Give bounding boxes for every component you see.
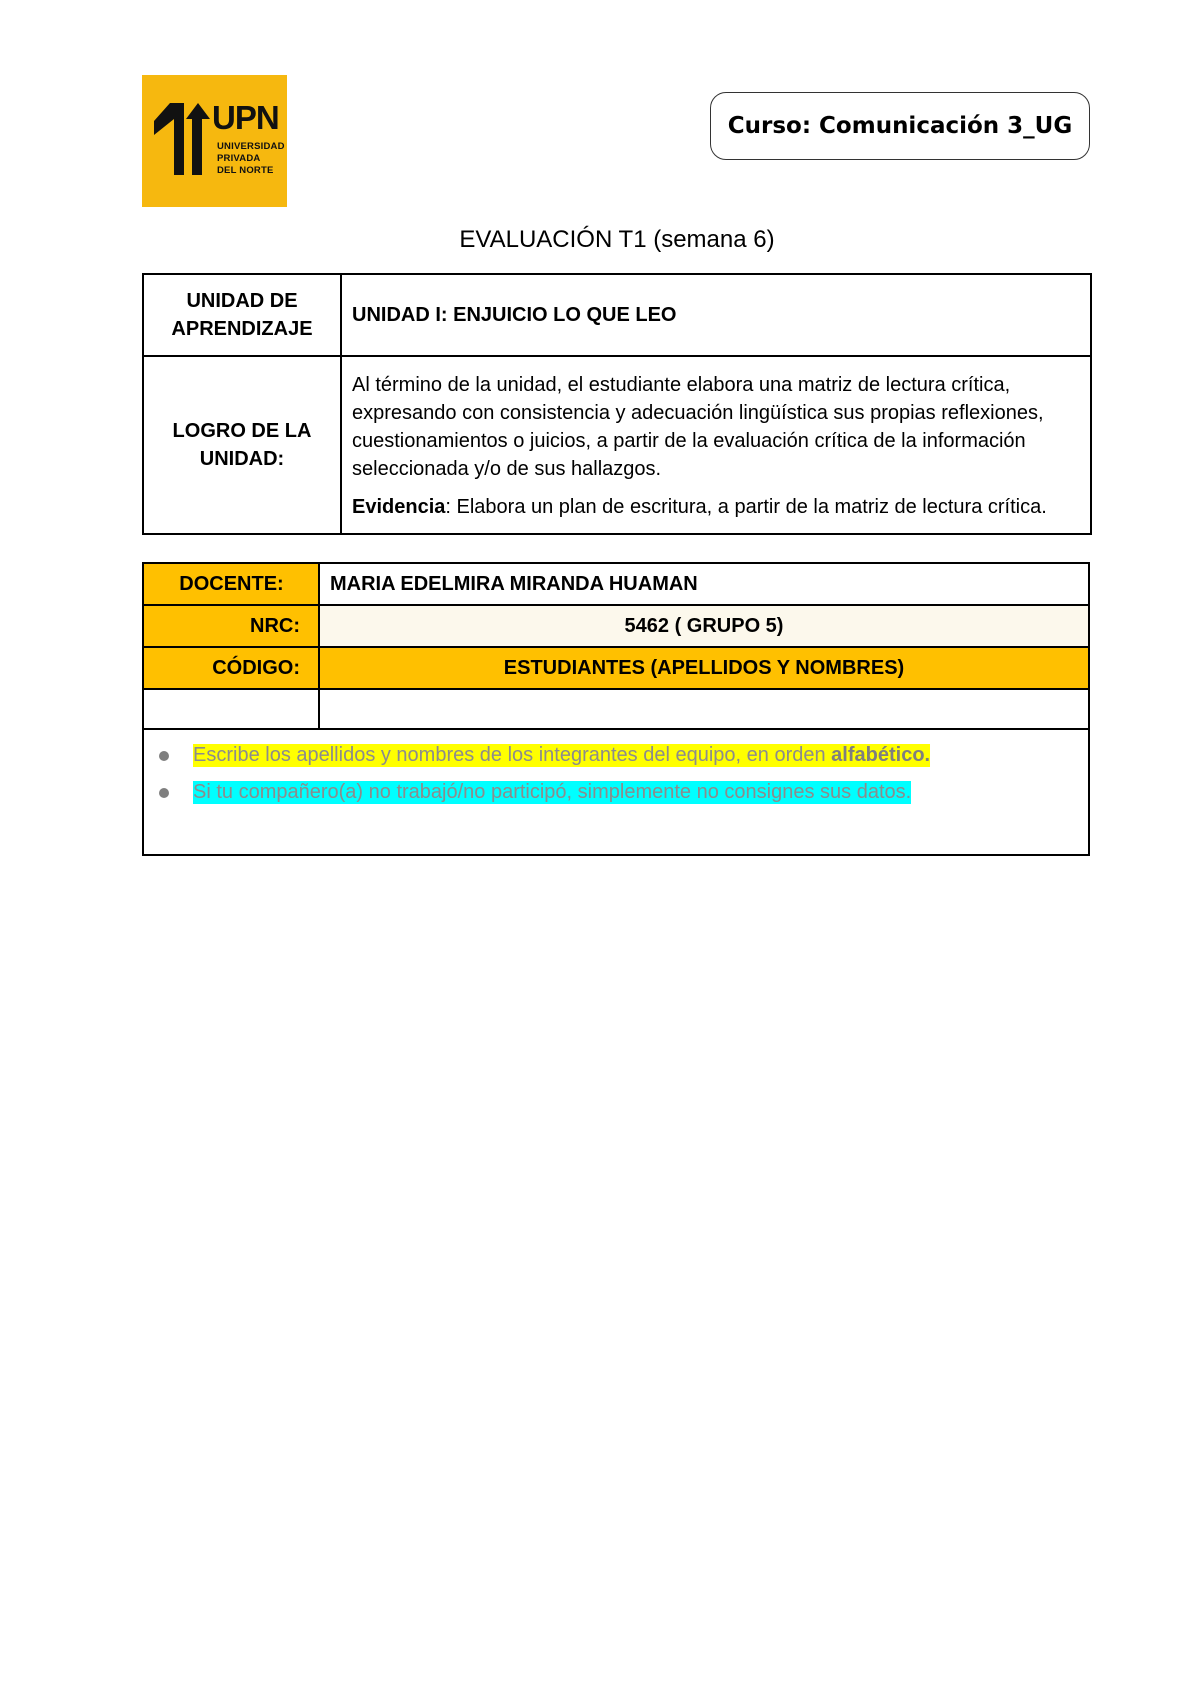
unidad-label-cell [143, 274, 341, 356]
notes-cell [143, 729, 1089, 855]
bullet-icon [159, 751, 169, 761]
logo-name: UPN [212, 99, 279, 136]
course-box: Curso: Comunicación 3_UG [710, 92, 1090, 160]
logo-subtitle-3: DEL NORTE [217, 165, 274, 176]
logo-subtitle-1: UNIVERSIDAD [217, 141, 285, 152]
note-item-1 [144, 744, 1088, 767]
nrc-label: NRC: [143, 605, 319, 647]
logro-text: Al término de la unidad, el estudiante elabora una matriz de lectura crítica, expresando con consistencia y adecuación lingüística sus propias reflexiones, cuestionamientos o juicios, a partir de la evaluación crítica de la información seleccionada y/o de sus hallazgos. [352, 374, 1044, 480]
docente-label: DOCENTE: [143, 563, 319, 605]
evidencia [352, 493, 1080, 521]
nrc-value: 5462 ( GRUPO 5) [319, 605, 1089, 647]
info-table [142, 562, 1090, 856]
codigo-input-cell[interactable] [143, 689, 319, 729]
unidad-value: UNIDAD I: ENJUICIO LO QUE LEO [352, 303, 677, 326]
upn-logo [142, 75, 287, 207]
note-1 [193, 744, 930, 767]
unit-table [142, 273, 1092, 535]
logo-subtitle-2: PRIVADA [217, 153, 261, 164]
page-title: EVALUACIÓN T1 (semana 6) [459, 226, 775, 253]
unidad-value-cell [341, 274, 1091, 356]
bullet-icon [159, 788, 169, 798]
note-1-text: Escribe los apellidos y nombres de los integrantes del equipo, en orden [193, 744, 832, 766]
codigo-label: CÓDIGO: [143, 647, 319, 689]
docente-value: MARIA EDELMIRA MIRANDA HUAMAN [319, 563, 1089, 605]
estudiantes-input-cell[interactable] [319, 689, 1089, 729]
note-item-2 [144, 781, 1088, 804]
note-1-bold: alfabético. [831, 744, 931, 766]
logro-value-cell [341, 356, 1091, 534]
logro-label: LOGRO DE LA UNIDAD: [172, 420, 312, 470]
unidad-label: UNIDAD DE APRENDIZAJE [171, 290, 313, 340]
logro-label-cell [143, 356, 341, 534]
evidencia-text: : Elabora un plan de escritura, a partir de la matriz de lectura crítica. [445, 496, 1047, 518]
estudiantes-label: ESTUDIANTES (APELLIDOS Y NOMBRES) [319, 647, 1089, 689]
evidencia-label: Evidencia [352, 496, 446, 518]
note-2: Si tu compañero(a) no trabajó/no participó, simplemente no consignes sus datos. [193, 781, 912, 803]
